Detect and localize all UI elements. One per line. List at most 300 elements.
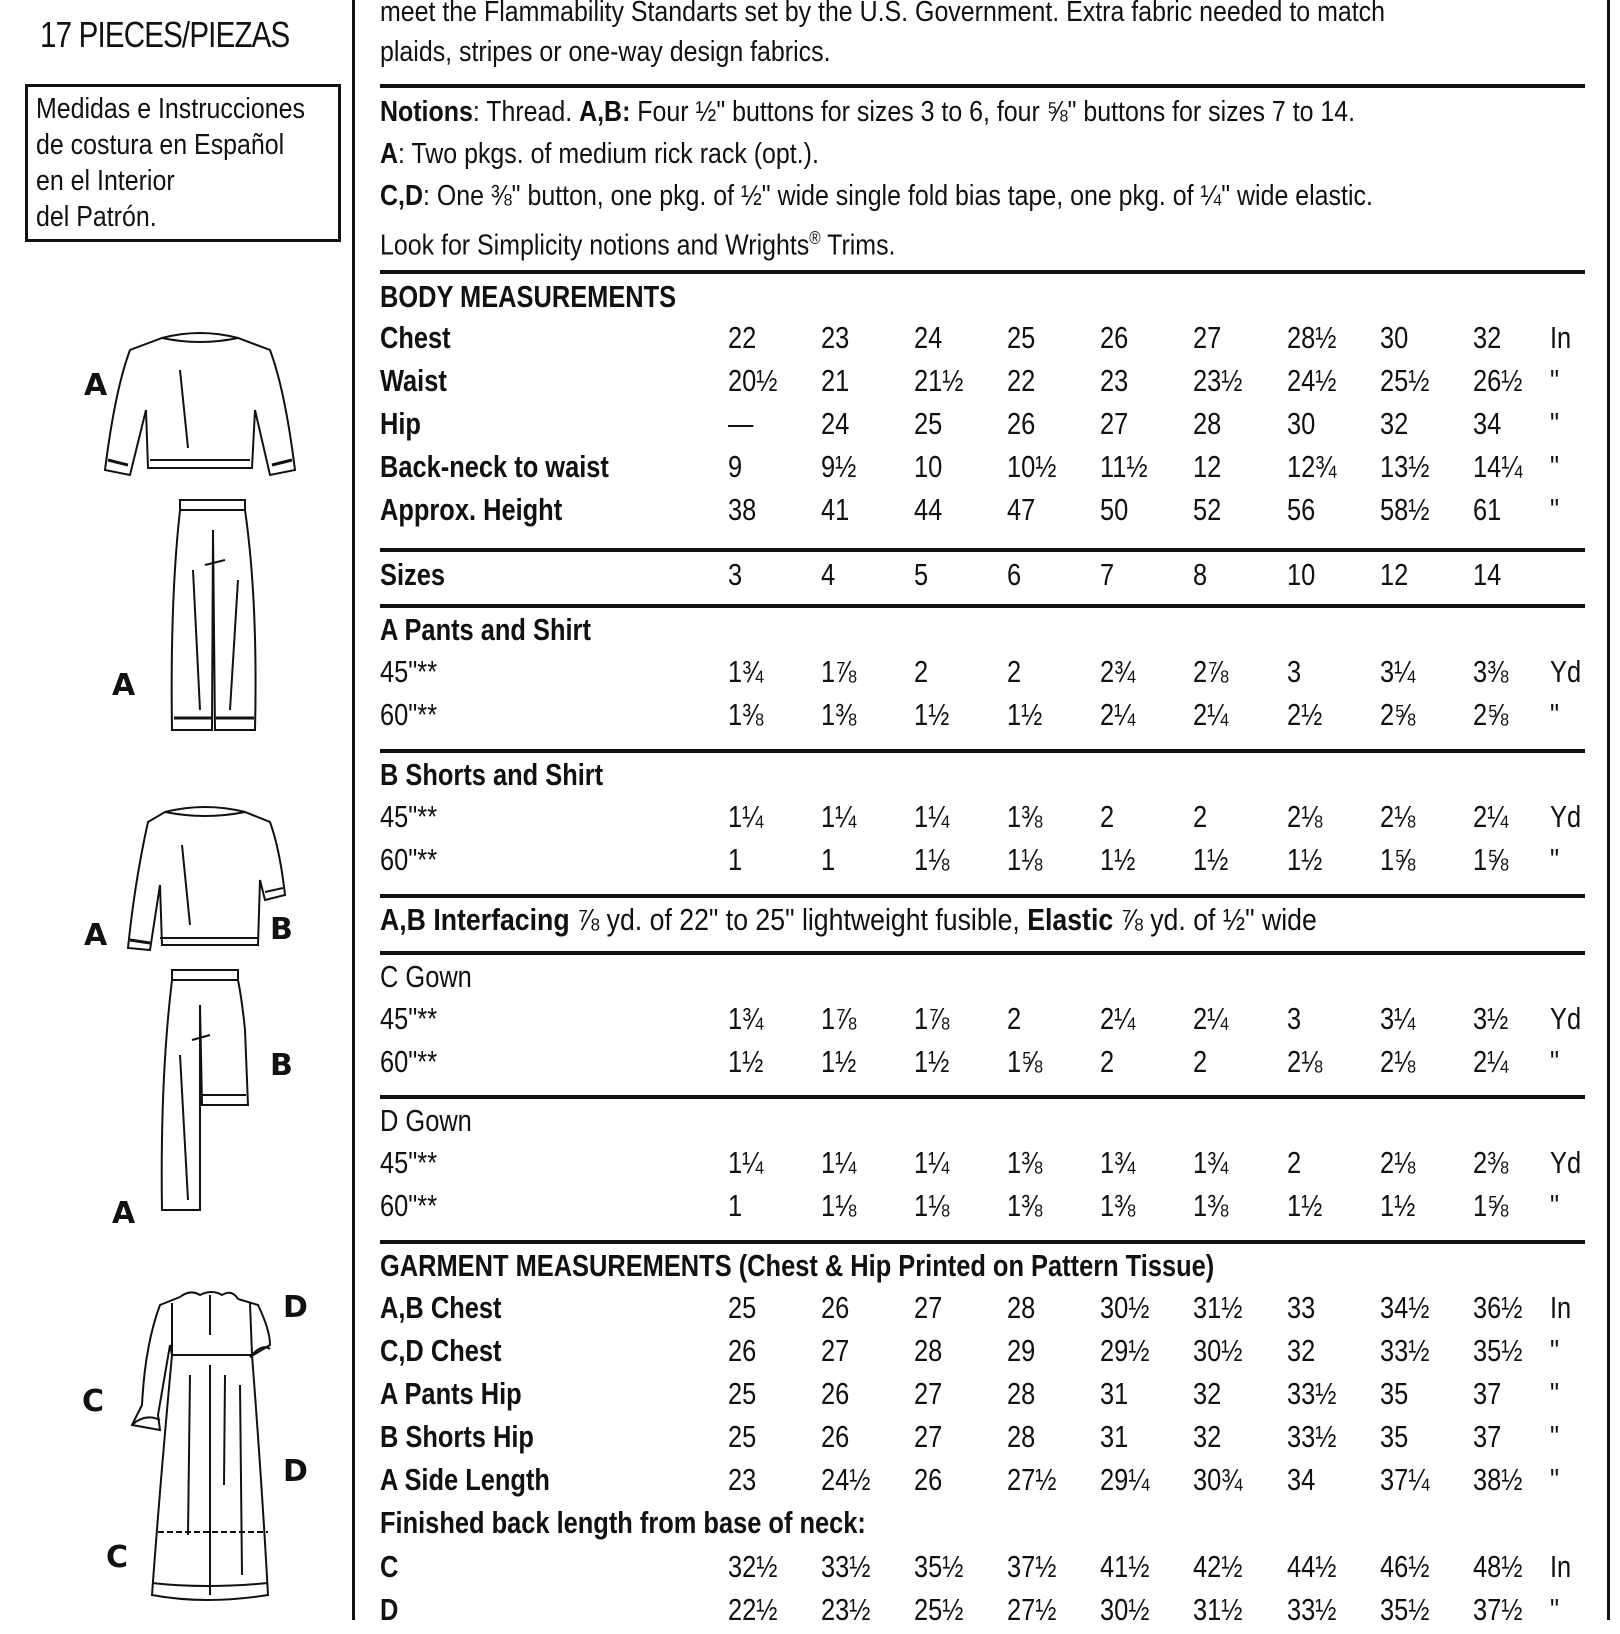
cell-value: 23 [821, 320, 850, 355]
intro-line-2: plaids, stripes or one-way design fabrics. [380, 36, 831, 68]
cell-value: 2¾ [1100, 654, 1136, 689]
cell-value: 28 [914, 1333, 943, 1368]
cell-value: 33½ [1380, 1333, 1430, 1368]
cell-value: 2 [1287, 1145, 1302, 1180]
notions-text: : Thread. [472, 96, 580, 128]
row-label: A,B Chest [380, 1290, 502, 1325]
unit-label: " [1550, 1376, 1560, 1411]
cell-value: 2⅛ [1380, 799, 1416, 834]
cell-value: 33 [1287, 1290, 1316, 1325]
cell-value: 1⅛ [914, 842, 950, 877]
row-label: B Shorts Hip [380, 1419, 534, 1454]
cell-value: 26 [821, 1290, 850, 1325]
cell-value: 23½ [821, 1592, 871, 1627]
cell-value: 26 [821, 1419, 850, 1454]
cell-value: 32½ [728, 1549, 778, 1584]
cell-value: 25½ [914, 1592, 964, 1627]
figure-label: B [270, 912, 293, 947]
notions-cd-label: C,D [380, 180, 423, 212]
cell-value: 33½ [1287, 1376, 1337, 1411]
cell-value: 47 [1007, 492, 1036, 527]
section-title-a-pants: A Pants and Shirt [380, 612, 591, 647]
cell-value: 26 [821, 1376, 850, 1411]
row-label: Waist [380, 363, 447, 398]
spanish-line: de costura en Español [36, 129, 285, 161]
table-row [380, 1001, 1585, 1043]
row-label: 60"** [380, 842, 438, 877]
cell-value: 2 [1007, 654, 1022, 689]
unit-label: Yd [1550, 1001, 1582, 1036]
cell-value: 2⅝ [1380, 697, 1416, 732]
cell-value: 37 [1473, 1376, 1502, 1411]
cell-value: 3¼ [1380, 1001, 1416, 1036]
unit-label: " [1550, 1333, 1560, 1368]
row-label: 60"** [380, 1044, 438, 1079]
cell-value: 30 [1287, 406, 1316, 441]
cell-value: 46½ [1380, 1549, 1430, 1584]
cell-value: 32 [1473, 320, 1502, 355]
unit-label: " [1550, 1044, 1560, 1079]
cell-value: 21½ [914, 363, 964, 398]
view-c-d-gown-illustration [120, 1285, 290, 1615]
cell-value: 4 [821, 557, 836, 592]
cell-value: 28½ [1287, 320, 1337, 355]
divider [380, 951, 1585, 955]
figure-label: C [106, 1540, 129, 1575]
cell-value: 12¾ [1287, 449, 1337, 484]
unit-label: " [1550, 406, 1560, 441]
cell-value: 3 [1287, 654, 1302, 689]
cell-value: 14 [1473, 557, 1502, 592]
notions-line-4 [380, 218, 895, 266]
cell-value: 27 [1100, 406, 1129, 441]
column-divider [352, 0, 355, 1620]
row-label: Chest [380, 320, 451, 355]
table-row [380, 697, 1585, 739]
table-row [380, 449, 1585, 491]
cell-value: 29 [1007, 1333, 1036, 1368]
cell-value: 7 [1100, 557, 1115, 592]
cell-value: 33½ [1287, 1592, 1337, 1627]
unit-label: " [1550, 449, 1560, 484]
cell-value: 32 [1193, 1376, 1222, 1411]
cell-value: 1¼ [914, 1145, 950, 1180]
cell-value: 1⅜ [1007, 799, 1043, 834]
cell-value: 34½ [1380, 1290, 1430, 1325]
spanish-line: en el Interior [36, 165, 175, 197]
table-row [380, 654, 1585, 696]
cell-value: 30¾ [1193, 1462, 1243, 1497]
cell-value: 48½ [1473, 1549, 1523, 1584]
section-title-body-measurements: BODY MEASUREMENTS [380, 279, 677, 314]
cell-value: 1¼ [821, 799, 857, 834]
cell-value: 1⅜ [1007, 1188, 1043, 1223]
interfacing-text: ⅞ yd. of 22" to 25" lightweight fusible, [569, 902, 1028, 937]
cell-value: 44½ [1287, 1549, 1337, 1584]
cell-value: 13½ [1380, 449, 1430, 484]
cell-value: 14¼ [1473, 449, 1523, 484]
cell-value: 31 [1100, 1376, 1129, 1411]
cell-value: 2¼ [1473, 1044, 1509, 1079]
row-label: Hip [380, 406, 421, 441]
cell-value: 2 [1193, 1044, 1208, 1079]
cell-value: 11½ [1100, 449, 1148, 484]
row-label: D [380, 1592, 399, 1627]
table-row [380, 1145, 1585, 1187]
unit-label: In [1550, 1290, 1572, 1325]
cell-value: 21 [821, 363, 850, 398]
cell-value: 27 [914, 1376, 943, 1411]
cell-value: 30½ [1100, 1592, 1150, 1627]
cell-value: 30 [1380, 320, 1409, 355]
cell-value: 2¼ [1193, 1001, 1229, 1036]
row-label: 60"** [380, 697, 438, 732]
cell-value: 28 [1007, 1376, 1036, 1411]
cell-value: 30½ [1193, 1333, 1243, 1368]
row-label: 60"** [380, 1188, 438, 1223]
divider [380, 894, 1585, 898]
cell-value: 1½ [914, 1044, 950, 1079]
figure-label: D [283, 1454, 308, 1489]
cell-value: 3⅜ [1473, 654, 1509, 689]
cell-value: 1¼ [914, 799, 950, 834]
unit-label: " [1550, 492, 1560, 527]
cell-value: 2 [1100, 799, 1115, 834]
cell-value: 1½ [1007, 697, 1043, 732]
cell-value: 1⅞ [914, 1001, 950, 1036]
notions-a-label: A [380, 138, 399, 170]
cell-value: 2⅛ [1380, 1044, 1416, 1079]
cell-value: 1½ [821, 1044, 857, 1079]
cell-value: 31½ [1193, 1592, 1243, 1627]
unit-label: " [1550, 1592, 1560, 1627]
cell-value: 22½ [728, 1592, 778, 1627]
divider [380, 270, 1585, 274]
cell-value: 25 [914, 406, 943, 441]
cell-value: 27 [914, 1290, 943, 1325]
cell-value: 1½ [1287, 842, 1323, 877]
unit-label: " [1550, 1188, 1560, 1223]
intro-line-1: meet the Flammability Standarts set by the U.S. Government. Extra fabric needed to match [380, 0, 1385, 28]
cell-value: 50 [1100, 492, 1129, 527]
cell-value: 1¾ [728, 1001, 764, 1036]
table-row [380, 492, 1585, 534]
cell-value: 5 [914, 557, 929, 592]
cell-value: 2⅜ [1473, 1145, 1509, 1180]
cell-value: 1⅜ [1007, 1145, 1043, 1180]
cell-value: 3 [728, 557, 743, 592]
figure-label: C [82, 1384, 105, 1419]
table-row [380, 799, 1585, 841]
cell-value: 33½ [821, 1549, 871, 1584]
cell-value: 58½ [1380, 492, 1430, 527]
cell-value: 32 [1287, 1333, 1316, 1368]
cell-value: 2 [1193, 799, 1208, 834]
cell-value: 1⅛ [914, 1188, 950, 1223]
cell-value: 22 [1007, 363, 1036, 398]
cell-value: 37 [1473, 1419, 1502, 1454]
unit-label: Yd [1550, 1145, 1582, 1180]
cell-value: 1⅜ [728, 697, 764, 732]
cell-value: 1⅝ [1473, 842, 1509, 877]
cell-value: 41 [821, 492, 850, 527]
section-title-b-shorts: B Shorts and Shirt [380, 757, 604, 792]
cell-value: 31½ [1193, 1290, 1243, 1325]
unit-label: Yd [1550, 799, 1582, 834]
notions-text: Trims. [820, 229, 896, 262]
unit-label: Yd [1550, 654, 1582, 689]
cell-value: 56 [1287, 492, 1316, 527]
cell-value: 41½ [1100, 1549, 1150, 1584]
cell-value: 26 [728, 1333, 757, 1368]
figure-label: A [84, 368, 108, 403]
cell-value: 37¼ [1380, 1462, 1430, 1497]
cell-value: 1½ [728, 1044, 764, 1079]
elastic-label: Elastic [1027, 902, 1114, 937]
figure-label: A [112, 668, 136, 703]
spanish-line: Medidas e Instrucciones [36, 93, 305, 125]
cell-value: 1 [728, 1188, 743, 1223]
cell-value: 26 [914, 1462, 943, 1497]
cell-value: 24½ [1287, 363, 1337, 398]
table-row [380, 1290, 1585, 1332]
cell-value: 27 [1193, 320, 1222, 355]
cell-value: 1⅜ [821, 697, 857, 732]
cell-value: 1⅞ [821, 1001, 857, 1036]
figure-label: D [283, 1290, 308, 1325]
cell-value: 2⅛ [1287, 1044, 1323, 1079]
notions-ab-label: A,B: [579, 96, 631, 128]
unit-label: In [1550, 1549, 1572, 1584]
cell-value: 1⅝ [1473, 1188, 1509, 1223]
cell-value: 42½ [1193, 1549, 1243, 1584]
cell-value: 2 [1007, 1001, 1022, 1036]
cell-value: 1½ [1287, 1188, 1323, 1223]
cell-value: 34 [1287, 1462, 1316, 1497]
cell-value: 2¼ [1473, 799, 1509, 834]
cell-value: 3 [1287, 1001, 1302, 1036]
cell-value: 24 [821, 406, 850, 441]
cell-value: 1⅝ [1007, 1044, 1043, 1079]
divider [380, 84, 1585, 88]
divider [380, 1095, 1585, 1099]
cell-value: 22 [728, 320, 757, 355]
cell-value: 1⅛ [1007, 842, 1043, 877]
notions-text: Four ½" buttons for sizes 3 to 6, four ⅝" buttons for sizes 7 to 14. [630, 96, 1356, 128]
cell-value: 1½ [1380, 1188, 1416, 1223]
cell-value: 2½ [1287, 697, 1323, 732]
cell-value: 12 [1380, 557, 1409, 592]
table-row [380, 406, 1585, 448]
cell-value: 27 [821, 1333, 850, 1368]
cell-value: 25½ [1380, 363, 1430, 398]
cell-value: 1 [821, 842, 836, 877]
table-row [380, 1044, 1585, 1086]
section-title-c-gown: C Gown [380, 959, 472, 994]
cell-value: 1½ [1100, 842, 1136, 877]
section-title-d-gown: D Gown [380, 1103, 472, 1138]
cell-value: 1¼ [728, 799, 764, 834]
spanish-instructions-box [25, 84, 341, 242]
cell-value: 23 [1100, 363, 1129, 398]
cell-value: 27½ [1007, 1462, 1057, 1497]
cell-value: 26½ [1473, 363, 1523, 398]
cell-value: 29¼ [1100, 1462, 1150, 1497]
cell-value: 28 [1007, 1290, 1036, 1325]
row-label: 45"** [380, 1001, 438, 1036]
right-border [1607, 0, 1610, 1620]
unit-label: " [1550, 842, 1560, 877]
notions-line-2 [380, 134, 819, 174]
cell-value: 1½ [914, 697, 950, 732]
cell-value: 24 [914, 320, 943, 355]
cell-value: 2 [914, 654, 929, 689]
cell-value: 1⅜ [1193, 1188, 1229, 1223]
cell-value: 12 [1193, 449, 1222, 484]
cell-value: — [728, 406, 754, 441]
cell-value: 26 [1007, 406, 1036, 441]
cell-value: 61 [1473, 492, 1502, 527]
cell-value: 2 [1100, 1044, 1115, 1079]
cell-value: 2⅞ [1193, 654, 1229, 689]
cell-value: 27½ [1007, 1592, 1057, 1627]
figure-label: B [270, 1048, 293, 1083]
cell-value: 35 [1380, 1376, 1409, 1411]
figure-label: A [84, 918, 108, 953]
cell-value: 2⅛ [1380, 1145, 1416, 1180]
unit-label: " [1550, 363, 1560, 398]
cell-value: 10½ [1007, 449, 1057, 484]
cell-value: 33½ [1287, 1419, 1337, 1454]
cell-value: 1⅞ [821, 654, 857, 689]
table-row [380, 1419, 1585, 1461]
row-label: Approx. Height [380, 492, 563, 527]
cell-value: 2¼ [1100, 697, 1136, 732]
cell-value: 35½ [1473, 1333, 1523, 1368]
cell-value: 2⅛ [1287, 799, 1323, 834]
notions-line-1 [380, 92, 1355, 132]
cell-value: 2¼ [1193, 697, 1229, 732]
cell-value: 3¼ [1380, 654, 1416, 689]
divider [380, 548, 1585, 552]
cell-value: 1 [728, 842, 743, 877]
cell-value: 44 [914, 492, 943, 527]
cell-value: 25 [728, 1290, 757, 1325]
cell-value: 52 [1193, 492, 1222, 527]
cell-value: 10 [1287, 557, 1316, 592]
cell-value: 32 [1380, 406, 1409, 441]
row-label: 45"** [380, 654, 438, 689]
cell-value: 35 [1380, 1419, 1409, 1454]
cell-value: 38½ [1473, 1462, 1523, 1497]
cell-value: 35½ [914, 1549, 964, 1584]
cell-value: 31 [1100, 1419, 1129, 1454]
unit-label: " [1550, 1419, 1560, 1454]
table-row [380, 1592, 1585, 1634]
elastic-text: ⅞ yd. of ½" wide [1113, 902, 1317, 937]
cell-value: 23 [728, 1462, 757, 1497]
divider [380, 1240, 1585, 1244]
unit-label: In [1550, 320, 1572, 355]
cell-value: 3½ [1473, 1001, 1509, 1036]
table-row [380, 1376, 1585, 1418]
cell-value: 37½ [1007, 1549, 1057, 1584]
row-label: Back-neck to waist [380, 449, 609, 484]
table-row [380, 1549, 1585, 1591]
cell-value: 25 [728, 1419, 757, 1454]
cell-value: 9½ [821, 449, 857, 484]
table-row [380, 557, 1585, 599]
registered-mark: ® [809, 228, 821, 248]
cell-value: 1⅛ [821, 1188, 857, 1223]
cell-value: 8 [1193, 557, 1208, 592]
interfacing-label: A,B Interfacing [380, 902, 570, 937]
divider [380, 604, 1585, 608]
row-label: C,D Chest [380, 1333, 502, 1368]
row-label: 45"** [380, 1145, 438, 1180]
notions-label: Notions [380, 96, 473, 128]
garment-subtitle: (Chest & Hip Printed on Pattern Tissue) [731, 1248, 1215, 1283]
divider [380, 749, 1585, 753]
cell-value: 36½ [1473, 1290, 1523, 1325]
interfacing-line [380, 900, 1317, 940]
cell-value: 1½ [1193, 842, 1229, 877]
cell-value: 1¼ [821, 1145, 857, 1180]
cell-value: 35½ [1380, 1592, 1430, 1627]
cell-value: 34 [1473, 406, 1502, 441]
cell-value: 2⅝ [1473, 697, 1509, 732]
cell-value: 1¾ [728, 654, 764, 689]
view-b-pajama-illustration [120, 800, 290, 1220]
cell-value: 25 [1007, 320, 1036, 355]
cell-value: 1⅝ [1380, 842, 1416, 877]
left-column [0, 0, 355, 1620]
row-label: Sizes [380, 557, 446, 592]
cell-value: 32 [1193, 1419, 1222, 1454]
unit-label: " [1550, 1462, 1560, 1497]
cell-value: 37½ [1473, 1592, 1523, 1627]
row-label: A Side Length [380, 1462, 550, 1497]
figure-label: A [112, 1196, 136, 1231]
cell-value: 29½ [1100, 1333, 1150, 1368]
cell-value: 6 [1007, 557, 1022, 592]
table-row [380, 320, 1585, 362]
cell-value: 1¾ [1100, 1145, 1136, 1180]
cell-value: 28 [1007, 1419, 1036, 1454]
cell-value: 10 [914, 449, 943, 484]
cell-value: 1¾ [1193, 1145, 1229, 1180]
notions-text: : One ⅜" button, one pkg. of ½" wide single fold bias tape, one pkg. of ¼" wide elastic. [422, 180, 1373, 212]
row-label: 45"** [380, 799, 438, 834]
cell-value: 26 [1100, 320, 1129, 355]
cell-value: 1¼ [728, 1145, 764, 1180]
table-row [380, 363, 1585, 405]
spanish-line: del Patrón. [36, 201, 157, 233]
table-row [380, 1188, 1585, 1230]
table-row [380, 842, 1585, 884]
table-row [380, 1333, 1585, 1375]
cell-value: 9 [728, 449, 743, 484]
row-label: C [380, 1549, 399, 1584]
cell-value: 23½ [1193, 363, 1243, 398]
notions-text: : Two pkgs. of medium rick rack (opt.). [398, 138, 819, 170]
row-label: A Pants Hip [380, 1376, 522, 1411]
cell-value: 2¼ [1100, 1001, 1136, 1036]
notions-line-3 [380, 176, 1373, 216]
cell-value: 28 [1193, 406, 1222, 441]
finished-back-length-label: Finished back length from base of neck: [380, 1505, 866, 1540]
cell-value: 1⅜ [1100, 1188, 1136, 1223]
